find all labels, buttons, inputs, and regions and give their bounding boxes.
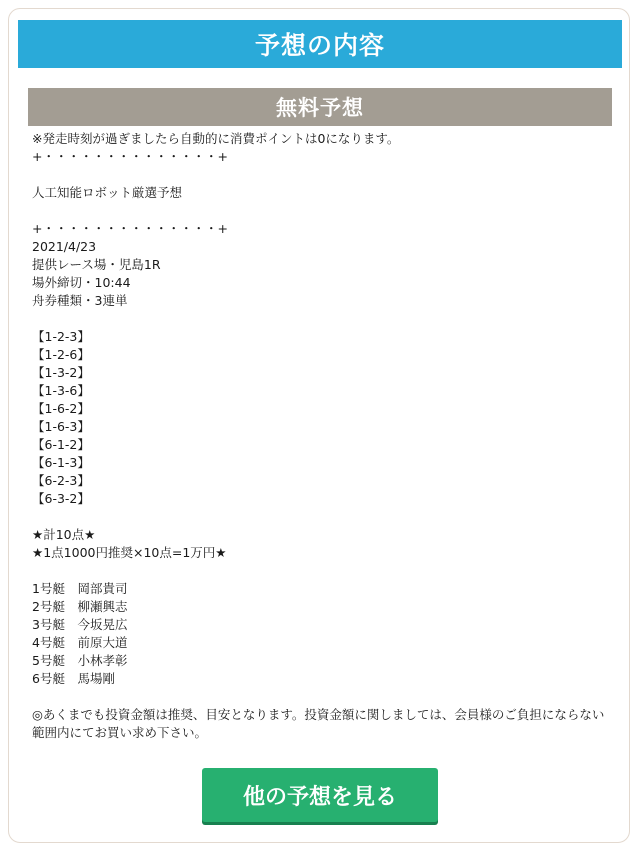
content-line: 【6-3-2】	[32, 491, 90, 506]
investment-note: ◎あくまでも投資金額は推奨、目安となります。投資金額に関しましては、会員様のご負担にならない範囲内にてお買い求め下さい。	[32, 707, 605, 740]
content-line: 提供レース場・児島1R	[32, 257, 161, 272]
content-line: 2号艇 柳瀬興志	[32, 599, 128, 614]
content-line: 【6-2-3】	[32, 473, 90, 488]
content-line	[32, 508, 612, 526]
content-line: 【6-1-3】	[32, 455, 90, 470]
content-line	[32, 310, 612, 328]
content-line: 【1-6-2】	[32, 401, 90, 416]
content-line	[32, 166, 612, 184]
page-title: 予想の内容	[18, 20, 622, 68]
content-line: ★1点1000円推奨×10点=1万円★	[32, 545, 227, 560]
content-line: 6号艇 馬場剛	[32, 671, 115, 686]
content-line	[32, 202, 612, 220]
content-line: 【1-6-3】	[32, 419, 90, 434]
content-line: +・・・・・・・・・・・・・・+	[32, 221, 228, 236]
content-line: 場外締切・10:44	[32, 275, 131, 290]
content-line	[32, 562, 612, 580]
content-line: 4号艇 前原大道	[32, 635, 128, 650]
prediction-lines	[32, 130, 612, 706]
prediction-content	[32, 130, 612, 742]
content-line: 3号艇 今坂晃広	[32, 617, 128, 632]
content-line: 舟券種類・3連単	[32, 293, 128, 308]
content-line: 1号艇 岡部貴司	[32, 581, 128, 596]
content-line: ★計10点★	[32, 527, 96, 542]
content-line: 5号艇 小林孝彰	[32, 653, 128, 668]
content-line: 人工知能ロボット厳選予想	[32, 185, 183, 200]
content-line: ※発走時刻が過ぎましたら自動的に消費ポイントは0になります。	[32, 131, 400, 146]
content-line: 【1-2-6】	[32, 347, 90, 362]
content-line: 【1-3-6】	[32, 383, 90, 398]
section-title: 無料予想	[28, 88, 612, 126]
content-line: 【1-2-3】	[32, 329, 90, 344]
content-line: +・・・・・・・・・・・・・・+	[32, 149, 228, 164]
view-other-predictions-button[interactable]: 他の予想を見る	[202, 768, 438, 822]
content-line: 【6-1-2】	[32, 437, 90, 452]
content-line: 【1-3-2】	[32, 365, 90, 380]
content-line: 2021/4/23	[32, 239, 97, 254]
content-line	[32, 688, 612, 706]
